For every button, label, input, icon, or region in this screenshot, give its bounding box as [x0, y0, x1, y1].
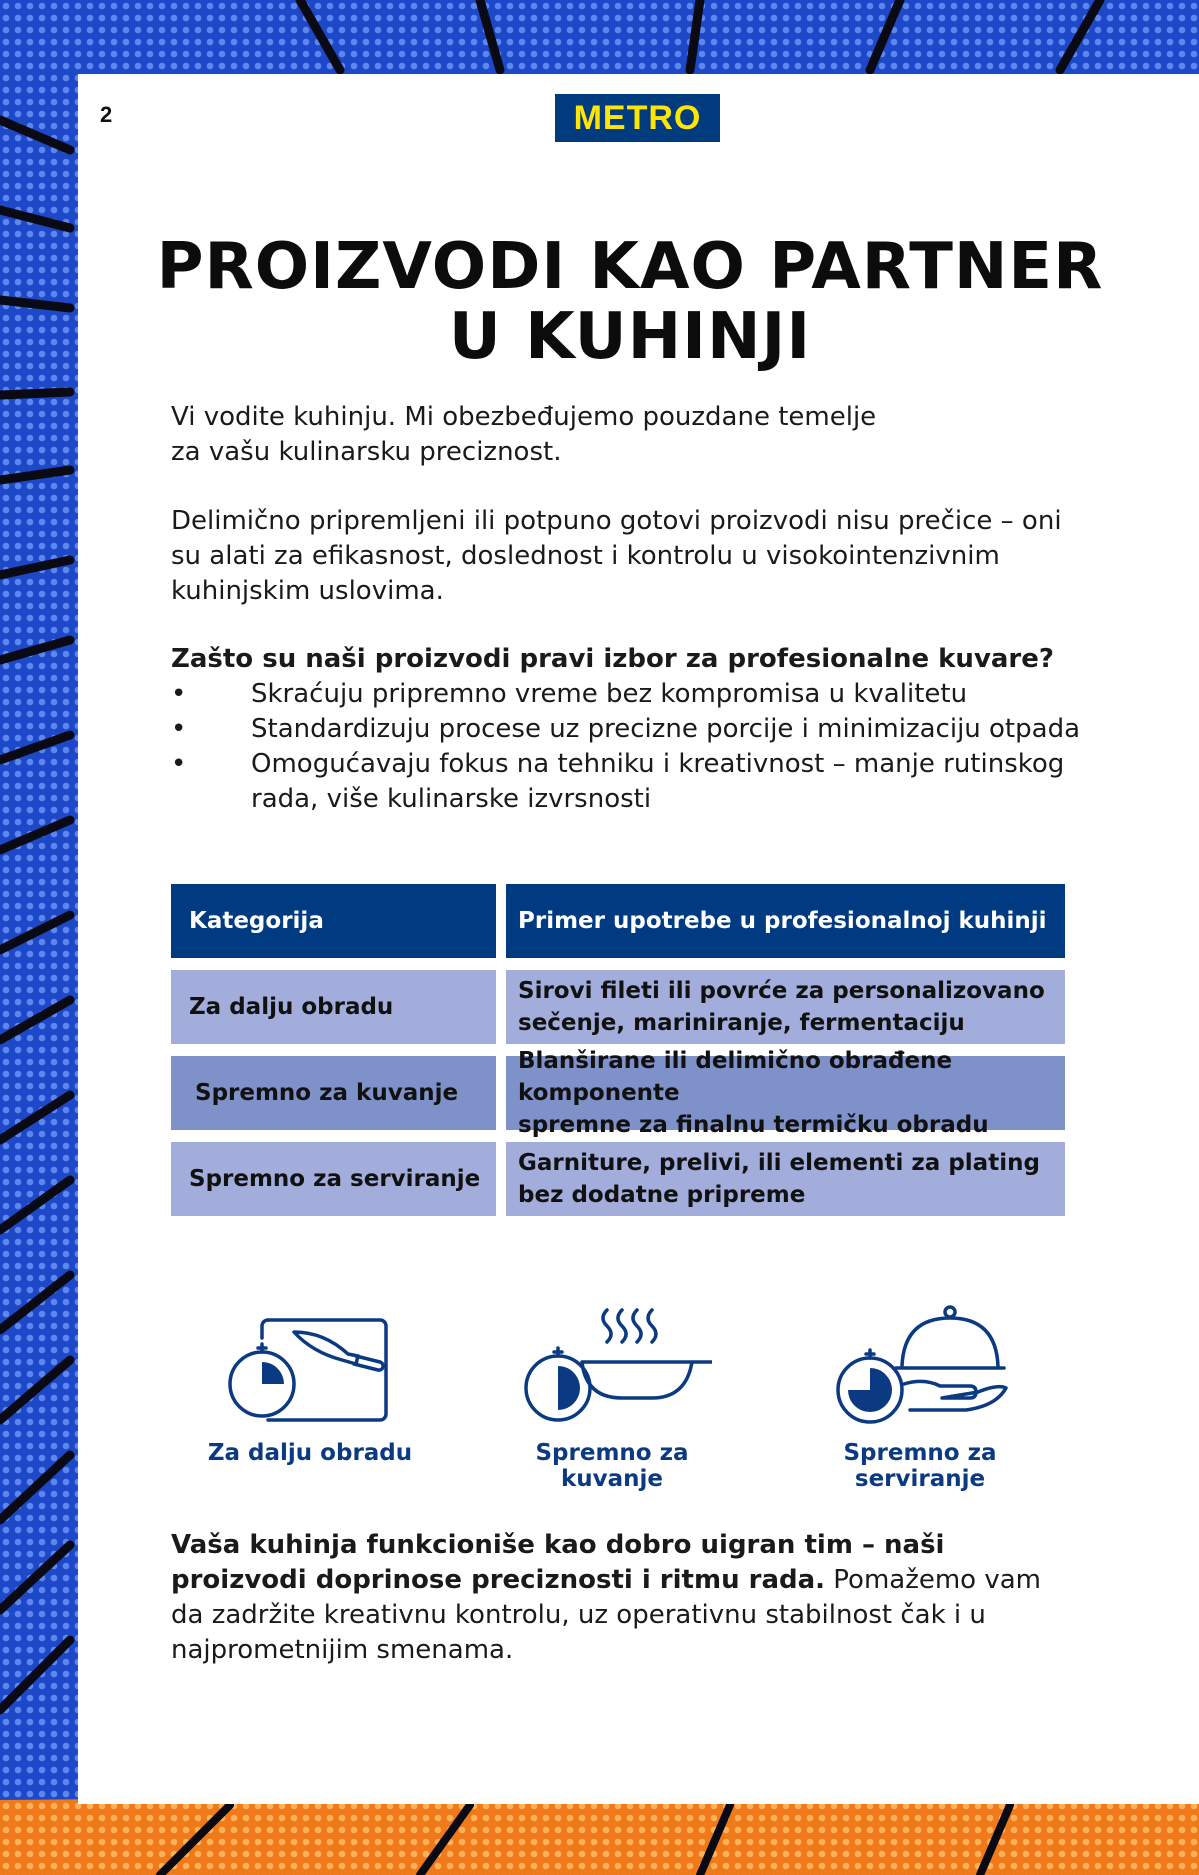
list-item-text: Skraćuju pripremno vreme bez kompromisa u kvalitetu [251, 679, 968, 709]
example-line: bez dodatne pripreme [518, 1182, 806, 1208]
page-number: 2 [100, 102, 113, 127]
bullet-icon: • [171, 714, 187, 744]
example-line: sečenje, mariniranje, fermentaciju [518, 1010, 965, 1036]
example-line: Garniture, prelivi, ili elementi za plating [518, 1150, 1040, 1176]
intro-line: za vašu kulinarsku preciznost. [171, 437, 562, 467]
cloche-serving-timer-icon [820, 1300, 1020, 1430]
table-row [171, 1048, 1065, 1138]
logo-text: METRO [573, 99, 702, 137]
example-cell [506, 1048, 1065, 1138]
table-header-row [171, 884, 1065, 958]
cutting-board-knife-timer-icon [210, 1300, 410, 1430]
steaming-pan-timer-icon [512, 1300, 712, 1430]
question-heading: Zašto su naši proizvodi pravi izbor za profesionalne kuvare? [171, 644, 1054, 674]
category-table [171, 884, 1065, 1228]
icon-label: Za dalju obradu [207, 1440, 413, 1466]
list-item-text: Omogućavaju fokus na tehniku i kreativnost – manje rutinskog rada, više kulinarske izvrsnosti [251, 749, 1065, 814]
list-item-text: Standardizuju procese uz precizne porcije i minimizaciju otpada [251, 714, 1081, 744]
category-cell: Za dalju obradu [171, 970, 496, 1044]
bullet-icon: • [171, 679, 187, 709]
header-example: Primer upotrebe u profesionalnoj kuhinji [506, 884, 1065, 958]
icon-label: Spremno za kuvanje [535, 1440, 689, 1492]
icon-block [790, 1300, 1050, 1492]
category-cell: Spremno za kuvanje [171, 1056, 496, 1130]
metro-logo [555, 94, 720, 142]
category-cell: Spremno za serviranje [171, 1142, 496, 1216]
list-item [171, 747, 1091, 817]
icon-block [482, 1300, 742, 1492]
title-line: U KUHINJI [448, 300, 812, 374]
closing-bold-text: Vaša kuhinja funkcioniše kao dobro uigran tim – naši proizvodi doprinose preciznosti i ritmu rada. [171, 1530, 945, 1595]
icon-block [180, 1300, 440, 1466]
bullet-icon: • [171, 749, 187, 779]
closing-paragraph [171, 1528, 1081, 1668]
table-row [171, 1142, 1065, 1216]
list-item [171, 712, 1091, 747]
body-paragraph: Delimično pripremljeni ili potpuno gotovi proizvodi nisu prečice – oni su alati za efikasnost, doslednost i kontrolu u visokointenzivnim kuhinjskim uslovima. [171, 506, 1062, 606]
header-category: Kategorija [171, 884, 496, 958]
title-line: PROIZVODI KAO PARTNER [156, 230, 1104, 304]
example-cell [506, 970, 1065, 1044]
example-line: spremne za finalnu termičku obradu [518, 1112, 989, 1138]
example-line: Sirovi fileti ili povrće za personalizovano [518, 978, 1045, 1004]
intro-paragraph [171, 400, 1071, 470]
example-line: Blanširane ili delimično obrađene komponente [518, 1048, 953, 1106]
list-item [171, 677, 1091, 712]
intro-line: Vi vodite kuhinju. Mi obezbeđujemo pouzdane temelje [171, 402, 877, 432]
icon-label: Spremno za serviranje [843, 1440, 997, 1492]
table-row [171, 970, 1065, 1044]
benefits-list [171, 677, 1091, 817]
example-cell [506, 1142, 1065, 1216]
page-title [140, 232, 1120, 372]
closing-regular-text: Pomažemo vam da zadržite kreativnu kontrolu, uz operativnu stabilnost čak i u najprometnijim smenama. [171, 1565, 1042, 1665]
